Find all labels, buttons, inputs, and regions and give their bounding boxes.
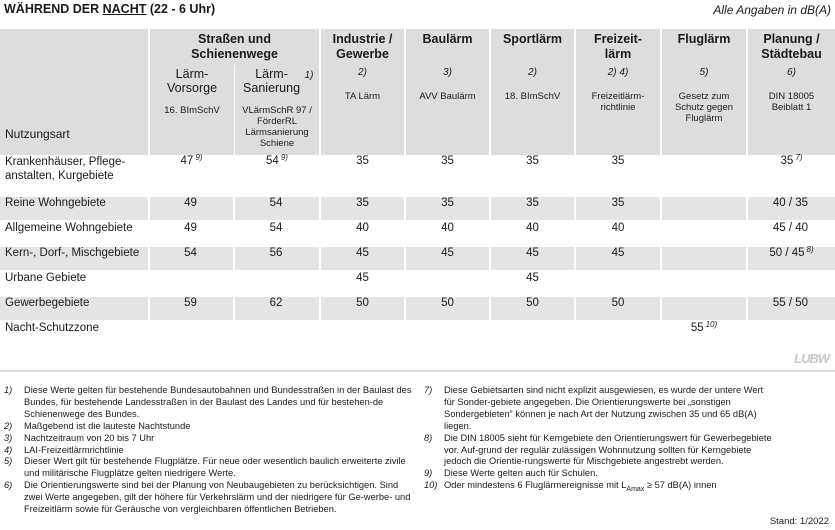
cell-planung [748, 297, 835, 322]
footnote-key: 4) [4, 444, 13, 455]
footnote-text: Maßgebend ist die lauteste Nachtstunde [24, 420, 191, 431]
cell-sport: 50 [491, 297, 576, 322]
title-suffix: (22 - 6 Uhr) [146, 2, 216, 16]
footnotes-left [4, 385, 414, 516]
cell-sanierung [235, 322, 321, 347]
cell-value: 54 [184, 247, 197, 259]
row-label-text: Krankenhäuser, Pflege-anstalten, Kurgebiete [5, 156, 126, 182]
lubw-logo: LUBW [794, 351, 829, 366]
footnote [4, 385, 414, 421]
footnote [4, 433, 414, 445]
cell-footnote: 10) [705, 320, 718, 329]
cell-flug [662, 272, 748, 297]
title-underlined: NACHT [102, 2, 147, 16]
footnote-text: Diese Werte gelten auch für Schulen. [444, 468, 598, 479]
header-sportlaerm [491, 29, 576, 155]
cell-footnote: 9) [195, 153, 203, 162]
header-freizeit [576, 29, 662, 155]
header-planung-title: Planung / Städtebau [761, 32, 822, 61]
cell-value: 55 / 50 [772, 297, 809, 309]
header-fluglaerm-title: Fluglärm [677, 32, 731, 46]
header-industrie-title: Industrie / Gewerbe [332, 32, 393, 61]
header-strassen [150, 29, 321, 65]
header-vorsorge [150, 65, 235, 155]
cell-industrie: 45 [321, 272, 406, 297]
table-row [0, 247, 835, 272]
cell-value: 54 [269, 222, 283, 234]
row-label: Nacht-Schutzzone [0, 322, 150, 347]
cell-sport: 35 [491, 197, 576, 222]
stand-date: Stand: 1/2022 [769, 516, 829, 527]
header-baulaerm [406, 29, 491, 155]
cell-value: 54 [266, 155, 279, 167]
cell-value: 50 / 45 [769, 247, 805, 259]
cell-planung [748, 322, 835, 347]
header-nutzungsart-label: Nutzungsart [5, 127, 70, 141]
footnote [4, 480, 414, 516]
cell-flug [662, 155, 748, 197]
page-title [4, 2, 215, 16]
header-sportlaerm-law: 18. BImSchV [504, 91, 561, 102]
cell-sanierung [235, 197, 321, 222]
cell-flug [662, 247, 748, 272]
footnote-key: 6) [4, 480, 13, 491]
footnote-text: Dieser Wert gilt für bestehende Flugplätze. Für neue oder wesentlich baulich erweiterte zivile und militärische Flugplätze gelten niedrigere Werte. [24, 456, 406, 479]
cell-value: 59 [184, 297, 197, 309]
header-planung [748, 29, 835, 155]
footnote-subscript: Amax [626, 486, 645, 494]
footnote-key: 2) [4, 420, 13, 431]
cell-vorsorge [150, 197, 235, 222]
noise-limits-table [0, 29, 835, 347]
header-industrie-law: TA Lärm [344, 91, 381, 102]
cell-value: 45 / 40 [772, 222, 809, 234]
cell-bau: 45 [406, 247, 491, 272]
cell-value: 49 [184, 197, 197, 209]
row-label [0, 155, 150, 197]
footnote-text: Oder mindestens 6 Fluglärmereignisse mit L [444, 480, 627, 491]
row-label: Reine Wohngebiete [0, 197, 150, 222]
table-row [0, 322, 835, 347]
header-freizeit-title: Freizeit-lärm [594, 32, 642, 61]
table-row [0, 197, 835, 222]
cell-vorsorge [150, 222, 235, 247]
footnote [424, 480, 776, 496]
cell-sport: 45 [491, 247, 576, 272]
cell-flug [662, 222, 748, 247]
header-nutzungsart [0, 29, 150, 155]
cell-sanierung [235, 155, 321, 197]
cell-freizeit: 35 [576, 197, 662, 222]
cell-value: 54 [269, 197, 283, 209]
footnote [4, 456, 414, 480]
cell-footnote: 9) [280, 153, 288, 162]
cell-value: 40 / 35 [772, 197, 809, 209]
cell-freizeit: 45 [576, 247, 662, 272]
header-sanierung-label: Lärm-Sanierung [243, 67, 301, 95]
cell-industrie: 35 [321, 197, 406, 222]
cell-value: 56 [269, 247, 283, 259]
cell-planung [748, 247, 835, 272]
cell-industrie: 45 [321, 247, 406, 272]
footnote-text: Die DIN 18005 sieht für Kerngebiete den Orientierungswert für Gewerbegebiete vor. Auf-grund der regulär zulässigen Wohnnutzung sollten für Kerngebiete jedoch die Orientie-rungswerte für Mischgebiete angestrebt werden. [444, 432, 772, 467]
header-planung-law: DIN 18005 Beiblatt 1 [768, 91, 815, 113]
header-sanierung-law: VLärmSchR 97 / FörderRL Lärmsanierung Schiene [242, 105, 312, 149]
footnote [4, 421, 414, 433]
cell-industrie [321, 322, 406, 347]
footnote-key: 7) [424, 385, 433, 395]
cell-bau: 35 [406, 197, 491, 222]
table-row [0, 155, 835, 197]
cell-sanierung [235, 222, 321, 247]
footnote [424, 433, 776, 469]
header-baulaerm-fn: 3) [443, 67, 452, 78]
header-fluglaerm-law: Gesetz zum Schutz gegen Fluglärm [674, 91, 734, 124]
footnote-text-end: ≥ 57 dB(A) innen [644, 480, 717, 491]
header-vorsorge-label: Lärm-Vorsorge [166, 67, 218, 95]
footnote-text: Die Orientierungswerte sind bei der Planung von Neubaugebieten zu berücksichtigen. Sind zwei Werte angegeben, gilt der höhere für Verkehrslärm und der niedrigere für Ge-werbe- und Freizeitlärm sowie für Geräusche von vergleichbaren öffentlichen Betrieben. [24, 480, 411, 515]
footnote-key: 10) [424, 480, 438, 491]
row-label: Gewerbegebiete [0, 297, 150, 322]
cell-vorsorge [150, 247, 235, 272]
cell-industrie: 40 [321, 222, 406, 247]
footnote [424, 468, 776, 480]
header-strassen-title: Straßen und Schienenwege [191, 32, 278, 61]
table-row [0, 297, 835, 322]
cell-flug [662, 297, 748, 322]
row-label: Urbane Gebiete [0, 272, 150, 297]
header-baulaerm-title: Baulärm [422, 32, 473, 46]
header-fluglaerm [662, 29, 748, 155]
cell-planung [748, 155, 835, 197]
footnote-key: 8) [424, 432, 433, 443]
cell-industrie: 50 [321, 297, 406, 322]
cell-vorsorge [150, 297, 235, 322]
title-prefix: WÄHREND DER [4, 2, 103, 16]
header-sanierung [235, 65, 321, 155]
cell-bau: 40 [406, 222, 491, 247]
cell-freizeit: 50 [576, 297, 662, 322]
cell-flug [662, 322, 748, 347]
footnote [4, 445, 414, 457]
footnote-key: 3) [4, 432, 13, 443]
cell-bau: 35 [406, 155, 491, 197]
footnote-key: 5) [4, 456, 13, 467]
footnote-key: 1) [4, 385, 13, 395]
divider [0, 370, 835, 372]
header-sportlaerm-fn: 2) [528, 67, 537, 78]
header-sanierung-fn: 1) [304, 70, 314, 81]
row-label: Allgemeine Wohngebiete [0, 222, 150, 247]
cell-planung [748, 272, 835, 297]
cell-freizeit [576, 322, 662, 347]
cell-bau: 50 [406, 297, 491, 322]
table-header-row-1 [0, 29, 835, 65]
cell-bau [406, 322, 491, 347]
cell-sport [491, 322, 576, 347]
footnote-text: Diese Werte gelten für bestehende Bundesautobahnen und Bundesstraßen in der Baulast des Bundes, für bestehende Landesstraßen in der Baulast des Landes und für bestehen-de Schienenwege des Bundes. [24, 385, 412, 419]
cell-freizeit: 35 [576, 155, 662, 197]
cell-value: 49 [184, 222, 197, 234]
header-freizeit-fn: 2) 4) [607, 67, 629, 78]
footnote-text: LAI-Freizeitlärmrichtlinie [24, 444, 124, 455]
cell-vorsorge [150, 272, 235, 297]
cell-vorsorge [150, 322, 235, 347]
header-vorsorge-law: 16. BImSchV [164, 105, 220, 116]
cell-sanierung [235, 272, 321, 297]
header-baulaerm-law: AVV Baulärm [419, 91, 476, 102]
header-industrie [321, 29, 406, 155]
cell-footnote: 7) [795, 153, 803, 162]
footnote-text: Diese Gebietsarten sind nicht explizit ausgewiesen, es wurde der untere Wert für Sonder-gebiete angegeben. Die Orientierungswerte bei „sonstigen Sondergebieten“ können je nach Art der Nutzung zwischen 35 und 65 dB(A) liegen. [444, 385, 764, 431]
cell-sport: 45 [491, 272, 576, 297]
cell-sanierung [235, 247, 321, 272]
cell-sport: 40 [491, 222, 576, 247]
row-label: Kern-, Dorf-, Mischgebiete [0, 247, 150, 272]
footnote-text: Nachtzeitraum von 20 bis 7 Uhr [24, 432, 155, 443]
header-industrie-fn: 2) [358, 67, 367, 78]
cell-value: 47 [180, 155, 194, 167]
cell-footnote: 8) [806, 245, 814, 254]
footnote-key: 9) [424, 468, 433, 479]
cell-value: 35 [780, 155, 794, 167]
cell-bau [406, 272, 491, 297]
footnote [424, 385, 776, 433]
header-fluglaerm-fn: 5) [699, 67, 709, 78]
header-sportlaerm-title: Sportlärm [502, 32, 563, 46]
units-note: Alle Angaben in dB(A) [713, 3, 831, 17]
table-row [0, 272, 835, 297]
cell-industrie: 35 [321, 155, 406, 197]
cell-freizeit: 40 [576, 222, 662, 247]
header-freizeit-law: Freizeitlärm-richtlinie [591, 91, 645, 113]
cell-sport: 35 [491, 155, 576, 197]
cell-value: 62 [269, 297, 283, 309]
header-planung-fn: 6) [787, 67, 796, 78]
footnotes-right [424, 385, 776, 496]
cell-freizeit [576, 272, 662, 297]
cell-planung [748, 197, 835, 222]
cell-flug [662, 197, 748, 222]
cell-planung [748, 222, 835, 247]
cell-sanierung [235, 297, 321, 322]
cell-vorsorge [150, 155, 235, 197]
cell-value: 55 [690, 322, 704, 334]
table-row [0, 222, 835, 247]
